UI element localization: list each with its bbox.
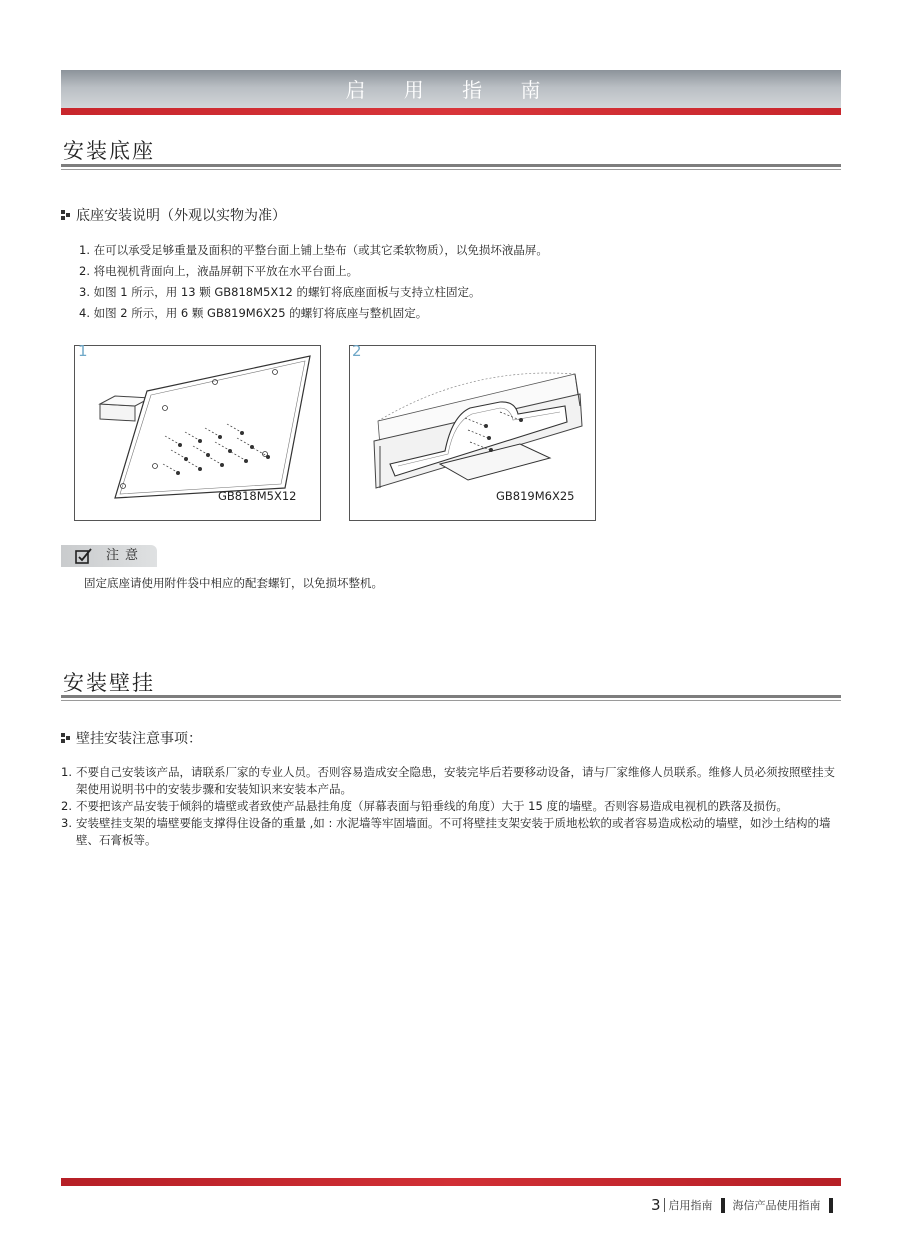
list-item-text: 不要自己安装该产品，请联系厂家的专业人员。否则容易造成安全隐患，安装完毕后若要移动设备，请与厂家维修人员联系。维修人员必须按照壁挂支架使用说明书中的安装步骤和安装知识来安装本产品。 [76,765,835,796]
page-header-bar [61,70,841,108]
subhead-text: 底座安装说明（外观以实物为准） [76,208,286,224]
list-item-number: 3. [61,816,72,830]
list-item: 1. 在可以承受足够重量及面积的平整台面上铺上垫布（或其它柔软物质），以免损坏液晶屏。 [79,243,548,257]
figure-1-number: 1 [78,342,88,360]
figure-2-caption: GB819M6X25 [496,489,575,503]
header-red-stripe [61,108,841,115]
figure-2-box [349,345,596,521]
list-item [61,815,846,849]
list-item-text: 不要把该产品安装于倾斜的墙壁或者致使产品悬挂角度（屏幕表面与铅垂线的角度）大于 15 度的墙壁。否则容易造成电视机的跌落及损伤。 [76,799,788,813]
section-rule [61,164,841,167]
wall-mount-notes-list [61,764,846,849]
section-rule-thin [61,169,841,170]
footer-divider [664,1198,665,1212]
footer-section-name: 启用指南 [668,1199,713,1212]
figure-1-caption: GB818M5X12 [218,489,297,503]
list-item-text: 安装壁挂支架的墙壁要能支撑得住设备的重量 ,如 : 水泥墙等牢固墙面。不可将壁挂支架安装于质地松软的或者容易造成松动的墙壁，如沙土结构的墙壁、石膏板等。 [76,816,831,847]
section-title-base-install: 安装底座 [63,139,155,163]
checkbox-pen-icon [75,548,93,564]
note-tag [61,545,157,567]
list-item-number: 2. [61,799,72,813]
subhead-text: 壁挂安装注意事项： [76,731,202,747]
note-text: 固定底座请使用附件袋中相应的配套螺钉，以免损坏整机。 [84,576,383,590]
footer-manual-name: 海信产品使用指南 [732,1199,821,1212]
page-footer [651,1196,833,1214]
subhead-wall-mount [61,728,202,748]
footer-block-divider [721,1198,725,1213]
page-header-title: 启 用 指 南 [345,78,557,102]
figure-2-number: 2 [352,342,362,360]
section-title-wall-mount: 安装壁挂 [63,671,155,695]
section-rule [61,695,841,698]
list-item: 3. 如图 1 所示，用 13 颗 GB818M5X12 的螺钉将底座面板与支持立柱固定。 [79,285,481,299]
section-rule-thin [61,700,841,701]
square-bullet-icon [61,733,71,743]
install-steps-list [79,240,548,324]
figure-1-box [74,345,321,521]
list-item [61,764,846,798]
list-item: 2. 将电视机背面向上，液晶屏朝下平放在水平台面上。 [79,264,359,278]
subhead-base-install [61,205,286,225]
note-label: 注意 [106,548,145,563]
list-item-number: 1. [61,765,72,779]
square-bullet-icon [61,210,71,220]
footer-block-end [829,1198,833,1213]
list-item [61,798,846,815]
footer-red-stripe [61,1178,841,1186]
page-number: 3 [651,1196,661,1214]
list-item: 4. 如图 2 所示，用 6 颗 GB819M6X25 的螺钉将底座与整机固定。 [79,306,428,320]
